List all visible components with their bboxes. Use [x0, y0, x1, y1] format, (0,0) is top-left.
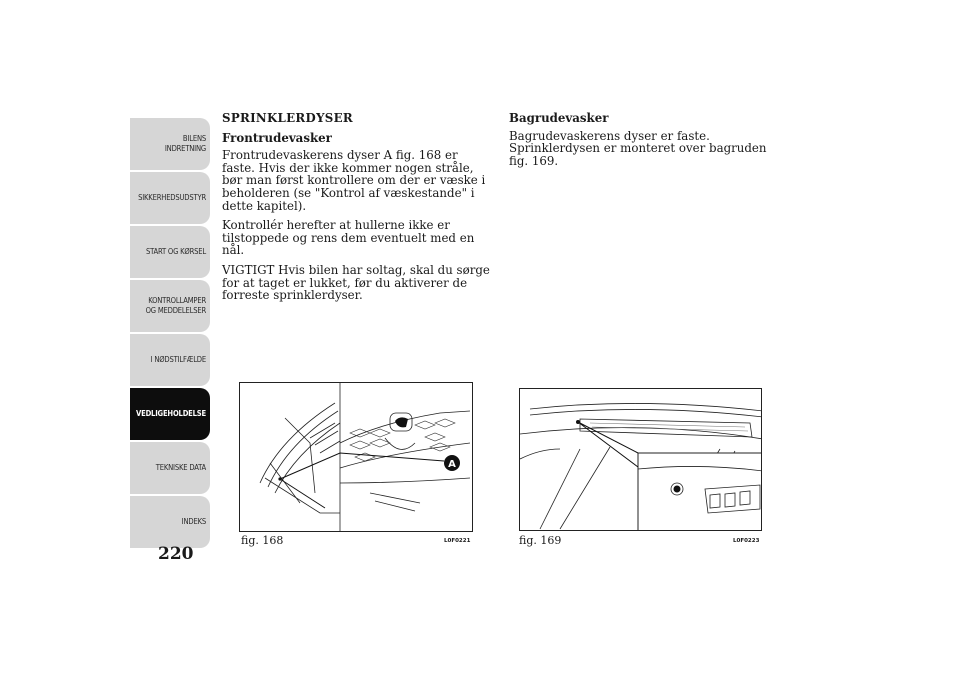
tab-label: I NØDSTILFÆLDE: [150, 355, 206, 364]
tab-label: BILENS INDRETNING: [164, 134, 206, 153]
marker-a-label: A: [448, 459, 456, 470]
paragraph: VIGTIGT Hvis bilen har soltag, skal du sørge for at taget er lukket, før du aktiverer de forreste sprinklerdyser.: [222, 262, 490, 303]
tab-sikkerhedsudstyr[interactable]: [130, 172, 210, 224]
tab-bilens-indretning[interactable]: [130, 118, 210, 170]
paragraph: Frontrudevaskerens dyser A fig. 168 er faste. Hvis der ikke kommer nogen stråle, bør man først kontrollere om der er væske i beholderen (se "Kontrol af væskestande" i dette kapitel).: [222, 148, 486, 213]
tab-indeks[interactable]: [130, 496, 210, 548]
paragraph: Kontrollér herefter at hullerne ikke er tilstoppede og rens dem eventuelt med en nål.: [222, 218, 475, 258]
figure-169-code: L0F0223: [733, 538, 760, 544]
tab-i-nodstilfaelde[interactable]: [130, 334, 210, 386]
figure-169-illustration: [519, 388, 762, 531]
tab-vedligeholdelse[interactable]: [130, 388, 210, 440]
left-column: [222, 112, 494, 309]
tab-label: TEKNISKE DATA: [155, 463, 206, 472]
tab-label: START OG KØRSEL: [145, 247, 206, 256]
tab-start-og-korsel[interactable]: [130, 226, 210, 278]
tab-tekniske-data[interactable]: [130, 442, 210, 494]
tab-label: VEDLIGEHOLDELSE: [136, 409, 206, 418]
right-column: [509, 112, 781, 174]
tab-label: KONTROLLAMPER OG MEDDELELSER: [145, 296, 206, 315]
figure-168-illustration: [239, 382, 473, 532]
section-heading: SPRINKLERDYSER: [222, 111, 354, 125]
figure-168-caption: fig. 168: [241, 534, 284, 547]
tab-kontrollamper[interactable]: [130, 280, 210, 332]
figure-169-caption: fig. 169: [519, 534, 562, 547]
tab-label: SIKKERHEDSUDSTYR: [138, 193, 206, 202]
page-number: 220: [158, 544, 194, 564]
rear-washer-drawing: [520, 389, 762, 531]
figure-168-code: L0F0221: [444, 538, 471, 544]
paragraph: Bagrudevaskerens dyser er faste. Sprinklerdysen er monteret over bagruden fig. 169.: [509, 128, 767, 168]
subheading-frontrudevasker: Frontrudevasker: [222, 130, 332, 145]
windscreen-washer-drawing: [240, 383, 473, 532]
tab-label: INDEKS: [181, 517, 206, 526]
subheading-bagrudevasker: Bagrudevasker: [509, 111, 609, 125]
